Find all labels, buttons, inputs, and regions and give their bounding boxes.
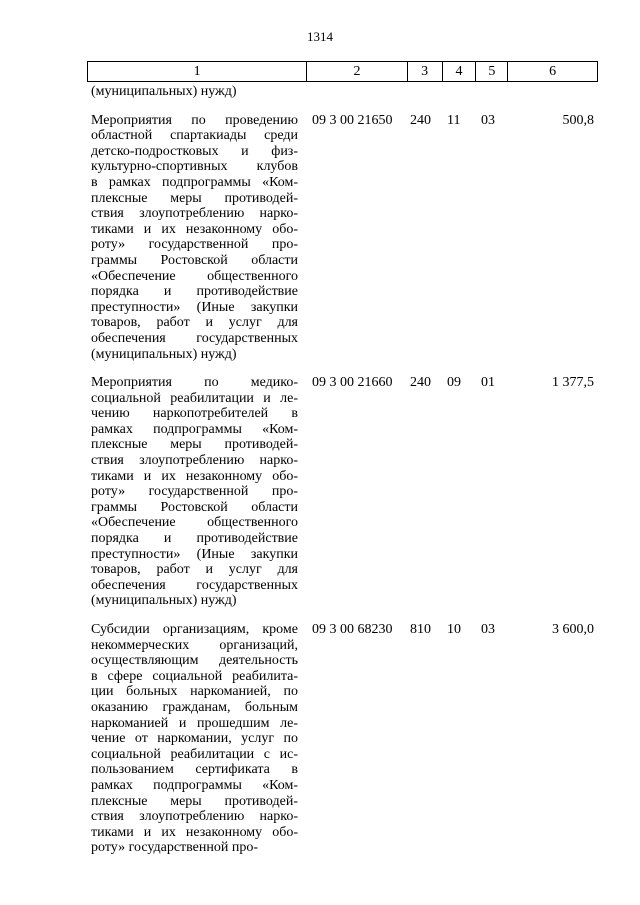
description-line: некоммерческих организаций, (91, 637, 298, 653)
description-line: плексные меры противодей- (91, 437, 298, 453)
description-line: роту» государственной про- (91, 840, 259, 856)
description-line: ствия злоупотреблению нарко- (91, 809, 298, 825)
row-rz: 10 (447, 622, 461, 637)
column-header-1: 1 (193, 63, 201, 79)
row-code: 09 3 00 21660 (312, 375, 393, 391)
description-line: граммы Ростовской области (91, 499, 298, 515)
description-line: товаров, работ и услуг для (91, 315, 298, 331)
description-line: товаров, работ и услуг для (91, 562, 298, 578)
table-header (87, 61, 598, 82)
description-line: областной спартакиады среди (91, 128, 298, 144)
description-line: оказанию гражданам, больным (91, 699, 298, 715)
row-rz: 11 (447, 112, 461, 128)
description-line: Мероприятия по медико- (91, 375, 298, 391)
description-line: Мероприятия по проведению (91, 112, 298, 128)
description-line: рамках подпрограммы «Ком- (91, 421, 298, 437)
continued-text: (муниципальных) нужд) (91, 84, 237, 99)
row-rz: 09 (447, 375, 461, 391)
description-line: осуществляющим деятельность (91, 653, 298, 669)
row-description (91, 375, 298, 609)
description-line: порядка и противодействие (91, 531, 298, 547)
row-code: 09 3 00 68230 (312, 622, 393, 637)
table-row (91, 622, 598, 856)
description-line: пользованием сертификата в (91, 762, 298, 778)
table-row (91, 375, 598, 609)
row-vr: 240 (410, 375, 431, 391)
description-line: плексные меры противодей- (91, 190, 298, 206)
description-line: чение от наркомании, услуг по (91, 731, 298, 747)
description-line: детско-подростковых и физ- (91, 143, 298, 159)
row-pr: 03 (481, 622, 495, 637)
table-rows (91, 113, 598, 856)
description-line: ции больных наркоманией, по (91, 684, 298, 700)
column-header-5: 5 (475, 62, 507, 81)
description-line: «Обеспечение общественного (91, 515, 298, 531)
description-line: (муниципальных) нужд) (91, 593, 237, 609)
description-line: преступности» (Иные закупки (91, 299, 298, 315)
column-header-4: 4 (442, 62, 476, 81)
description-line: «Обеспечение общественного (91, 268, 298, 284)
description-line: ствия злоупотреблению нарко- (91, 453, 298, 469)
description-line: обеспечения государственных (91, 577, 298, 593)
description-line: социальной реабилитации с ис- (91, 746, 298, 762)
description-line: роту» государственной про- (91, 484, 298, 500)
description-line: преступности» (Иные закупки (91, 546, 298, 562)
description-line: тиками и их незаконному обо- (91, 824, 298, 840)
description-line: тиками и их незаконному обо- (91, 468, 298, 484)
description-line: тиками и их незаконному обо- (91, 221, 298, 237)
row-sum: 500,8 (562, 112, 594, 128)
row-pr: 01 (481, 375, 495, 391)
column-header-2: 2 (306, 62, 407, 81)
description-line: Субсидии организациям, кроме (91, 622, 298, 637)
description-line: рамках подпрограммы «Ком- (91, 777, 298, 793)
page-number: 1314 (307, 29, 333, 44)
description-line: в сфере социальной реабилита- (91, 668, 298, 684)
description-line: культурно-спортивных клубов (91, 159, 298, 175)
column-header-3: 3 (407, 62, 442, 81)
row-sum: 3 600,0 (552, 622, 594, 637)
description-line: социальной реабилитации и ле- (91, 390, 298, 406)
description-line: граммы Ростовской области (91, 252, 298, 268)
row-vr: 240 (410, 112, 431, 128)
row-description (91, 113, 298, 363)
description-line: обеспечения государственных (91, 330, 298, 346)
description-line: порядка и противодействие (91, 284, 298, 300)
row-code: 09 3 00 21650 (312, 112, 393, 128)
description-line: роту» государственной про- (91, 237, 298, 253)
row-sum: 1 377,5 (552, 375, 594, 391)
description-line: чению наркопотребителей в (91, 406, 298, 422)
continued-row (91, 84, 598, 100)
table-body (91, 84, 598, 856)
description-line: наркоманией и прошедшим ле- (91, 715, 298, 731)
description-line: ствия злоупотреблению нарко- (91, 206, 298, 222)
description-line: плексные меры противодей- (91, 793, 298, 809)
description-line: (муниципальных) нужд) (91, 346, 237, 362)
table-row (91, 113, 598, 363)
row-description (91, 622, 298, 856)
description-line: в рамках подпрограммы «Ком- (91, 174, 298, 190)
row-pr: 03 (481, 112, 495, 128)
column-header-6: 6 (507, 62, 597, 81)
row-vr: 810 (410, 622, 431, 637)
